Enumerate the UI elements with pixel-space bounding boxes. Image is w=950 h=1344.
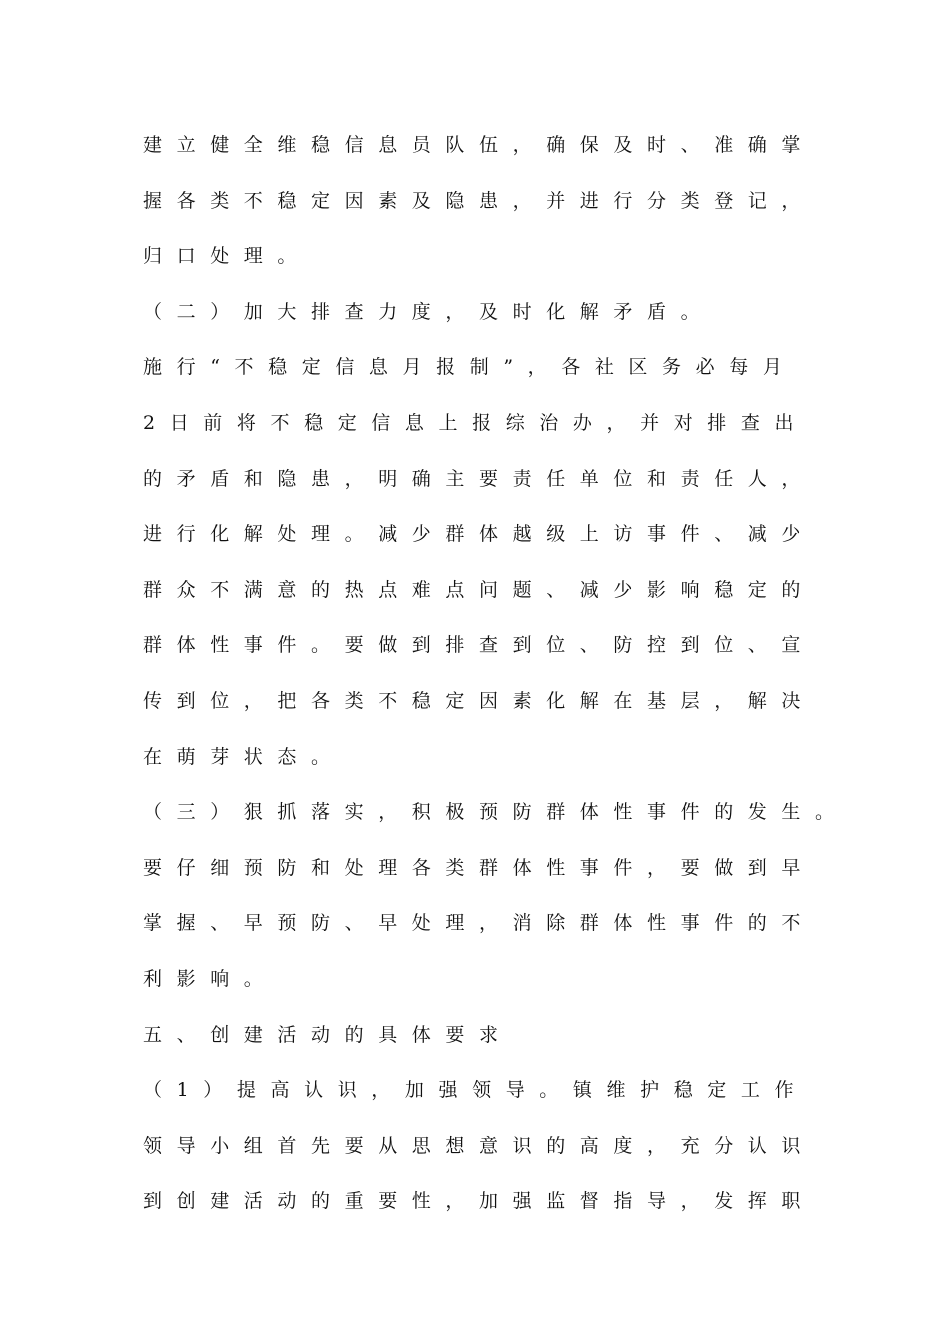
text-line: 归口处理。 — [143, 245, 312, 268]
section-heading: 五、创建活动的具体要求 — [143, 1023, 513, 1046]
text-line: 要仔细预防和处理各类群体性事件，要做到早 — [143, 856, 816, 879]
section-heading: （三）狠抓落实，积极预防群体性事件的发生。 — [143, 801, 849, 824]
text-line: 领导小组首先要从思想意识的高度，充分认识 — [143, 1134, 816, 1157]
document-body — [143, 118, 849, 1230]
section-heading: （二）加大排查力度，及时化解矛盾。 — [143, 300, 715, 323]
text-line: 群众不满意的热点难点问题、减少影响稳定的 — [143, 578, 816, 601]
text-line: 施行“不稳定信息月报制”，各社区务必每月 — [143, 356, 797, 379]
text-line: 掌握、早预防、早处理，消除群体性事件的不 — [143, 912, 816, 935]
text-line: 建立健全维稳信息员队伍，确保及时、准确掌 — [143, 134, 816, 156]
text-line: 利影响。 — [143, 967, 278, 990]
text-line: 2日前将不稳定信息上报综治办，并对排查出 — [143, 411, 809, 434]
section-heading: （1）提高认识，加强领导。镇维护稳定工作 — [143, 1079, 809, 1102]
text-line: 进行化解处理。减少群体越级上访事件、减少 — [143, 523, 816, 546]
text-line: 的矛盾和隐患，明确主要责任单位和责任人， — [143, 467, 816, 490]
text-line: 到创建活动的重要性，加强监督指导，发挥职 — [143, 1190, 816, 1213]
text-line: 传到位，把各类不稳定因素化解在基层，解决 — [143, 689, 816, 712]
text-line: 群体性事件。要做到排查到位、防控到位、宣 — [143, 634, 816, 657]
text-line: 握各类不稳定因素及隐患，并进行分类登记， — [143, 189, 816, 212]
text-line: 在萌芽状态。 — [143, 745, 345, 768]
